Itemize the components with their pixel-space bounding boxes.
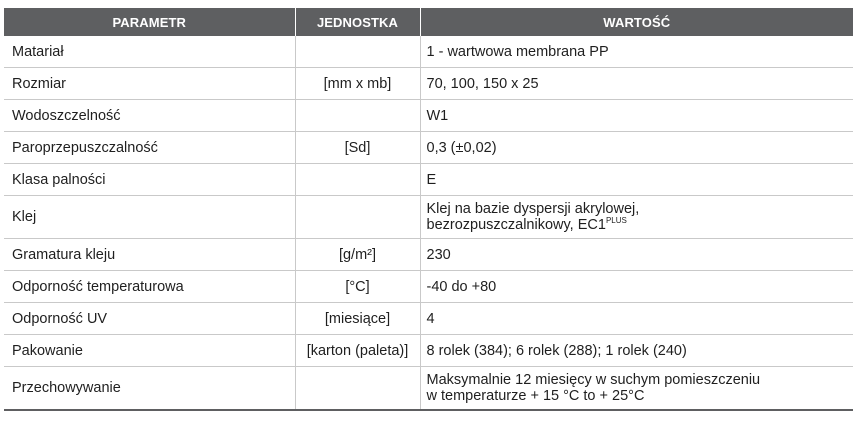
table-row [4,271,853,303]
param-cell: Rozmiar [4,68,295,100]
value-line: Klej na bazie dyspersji akrylowej, [426,201,640,217]
value-superscript: PLUS [605,216,627,226]
value-cell: W1 [420,100,853,132]
unit-cell [295,196,420,239]
unit-cell: [°C] [295,271,420,303]
spec-table [4,8,853,411]
value-cell: -40 do +80 [420,271,853,303]
header-value: WARTOŚĆ [420,8,853,36]
table-row [4,36,853,68]
param-cell: Przechowywanie [4,367,295,411]
value-line: w temperaturze + 15 °C to + 25°C [426,388,645,404]
param-cell: Matariał [4,36,295,68]
param-cell: Gramatura kleju [4,239,295,271]
table-row [4,68,853,100]
value-cell [420,367,853,411]
param-cell: Odporność UV [4,303,295,335]
value-cell [420,196,853,239]
unit-cell: [mm x mb] [295,68,420,100]
unit-cell [295,164,420,196]
table-row [4,164,853,196]
spec-table-container [4,8,853,411]
table-row [4,100,853,132]
table-row [4,239,853,271]
value-line: Maksymalnie 12 miesięcy w suchym pomieszczeniu [426,372,761,388]
param-cell: Klasa palności [4,164,295,196]
header-param: PARAMETR [4,8,295,36]
unit-cell [295,367,420,411]
value-cell: E [420,164,853,196]
param-cell: Wodoszczelność [4,100,295,132]
table-header [4,8,853,36]
value-cell: 1 - wartwowa membrana PP [420,36,853,68]
unit-cell: [g/m²] [295,239,420,271]
table-row [4,335,853,367]
value-cell: 4 [420,303,853,335]
value-cell: 230 [420,239,853,271]
param-cell: Pakowanie [4,335,295,367]
table-body [4,36,853,410]
value-cell: 8 rolek (384); 6 rolek (288); 1 rolek (240) [420,335,853,367]
value-line [427,217,846,233]
value-text: bezrozpuszczalnikowy, EC1 [426,217,606,233]
param-cell: Paroprzepuszczalność [4,132,295,164]
unit-cell [295,100,420,132]
table-row [4,303,853,335]
value-cell: 0,3 (±0,02) [420,132,853,164]
table-row [4,367,853,411]
table-row [4,196,853,239]
unit-cell: [Sd] [295,132,420,164]
unit-cell: [karton (paleta)] [295,335,420,367]
unit-cell [295,36,420,68]
table-row [4,132,853,164]
param-cell: Odporność temperaturowa [4,271,295,303]
header-unit: JEDNOSTKA [295,8,420,36]
value-cell: 70, 100, 150 x 25 [420,68,853,100]
unit-cell: [miesiące] [295,303,420,335]
header-row [4,8,853,36]
param-cell: Klej [4,196,295,239]
